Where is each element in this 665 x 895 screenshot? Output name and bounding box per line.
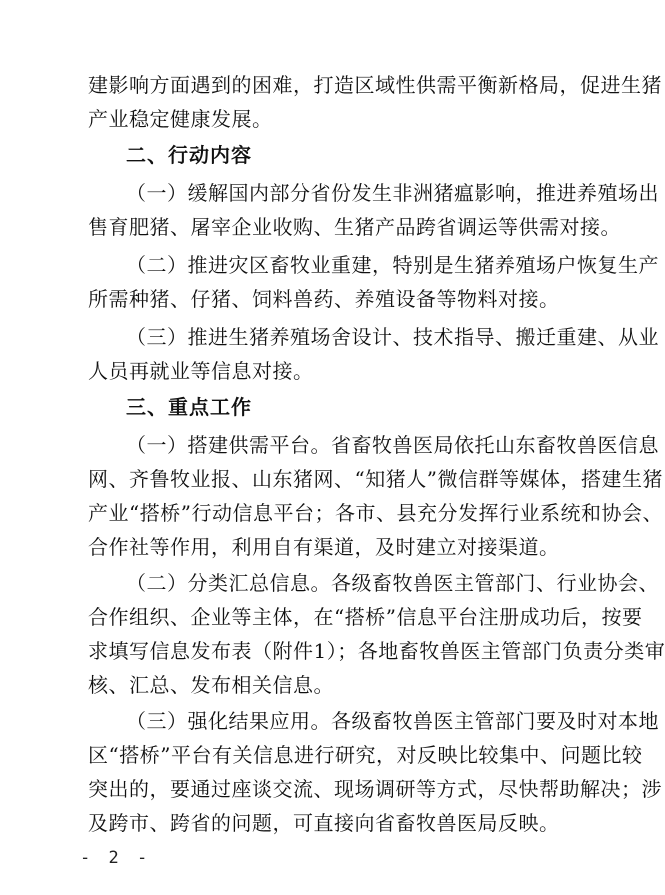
paragraph-line: 建影响方面遇到的困难，打造区域性供需平衡新格局，促进生猪 — [88, 73, 662, 97]
section-heading: 二、行动内容 — [126, 143, 252, 167]
paragraph-line: （三）强化结果应用。各级畜牧兽医主管部门要及时对本地 — [126, 709, 659, 733]
page-number: - 2 - — [80, 848, 152, 868]
paragraph-line: 突出的，要通过座谈交流、现场调研等方式，尽快帮助解决；涉 — [88, 777, 662, 801]
paragraph-line: 合作社等作用，利用自有渠道，及时建立对接渠道。 — [88, 535, 560, 559]
paragraph-line: （一）缓解国内部分省份发生非洲猪瘟影响，推进养殖场出 — [126, 181, 659, 205]
paragraph-line: 人员再就业等信息对接。 — [88, 359, 314, 383]
section-heading: 三、重点工作 — [126, 395, 252, 419]
paragraph-line: 求填写信息发布表（附件1）；各地畜牧兽医主管部门负责分类审 — [88, 639, 665, 663]
paragraph-line: 及跨市、跨省的问题，可直接向省畜牧兽医局反映。 — [88, 811, 560, 835]
paragraph-line: 所需种猪、仔猪、饲料兽药、养殖设备等物料对接。 — [88, 287, 560, 311]
paragraph-line: （二）分类汇总信息。各级畜牧兽医主管部门、行业协会、 — [126, 571, 659, 595]
paragraph-line: （三）推进生猪养殖场舍设计、技术指导、搬迁重建、从业 — [126, 325, 659, 349]
paragraph-line: （二）推进灾区畜牧业重建，特别是生猪养殖场户恢复生产 — [126, 253, 659, 277]
paragraph-line: 合作组织、企业等主体，在“搭桥”信息平台注册成功后，按要 — [88, 605, 643, 629]
paragraph-line: 售育肥猪、屠宰企业收购、生猪产品跨省调运等供需对接。 — [88, 215, 621, 239]
paragraph-line: 产业稳定健康发展。 — [88, 107, 273, 131]
paragraph-line: 网、齐鲁牧业报、山东猪网、“知猪人”微信群等媒体，搭建生猪 — [88, 467, 663, 491]
paragraph-line: 核、汇总、发布相关信息。 — [88, 673, 334, 697]
paragraph-line: 区“搭桥”平台有关信息进行研究，对反映比较集中、问题比较 — [88, 743, 643, 767]
paragraph-line: 产业“搭桥”行动信息平台；各市、县充分发挥行业系统和协会、 — [88, 501, 663, 525]
paragraph-line: （一）搭建供需平台。省畜牧兽医局依托山东畜牧兽医信息 — [126, 433, 659, 457]
